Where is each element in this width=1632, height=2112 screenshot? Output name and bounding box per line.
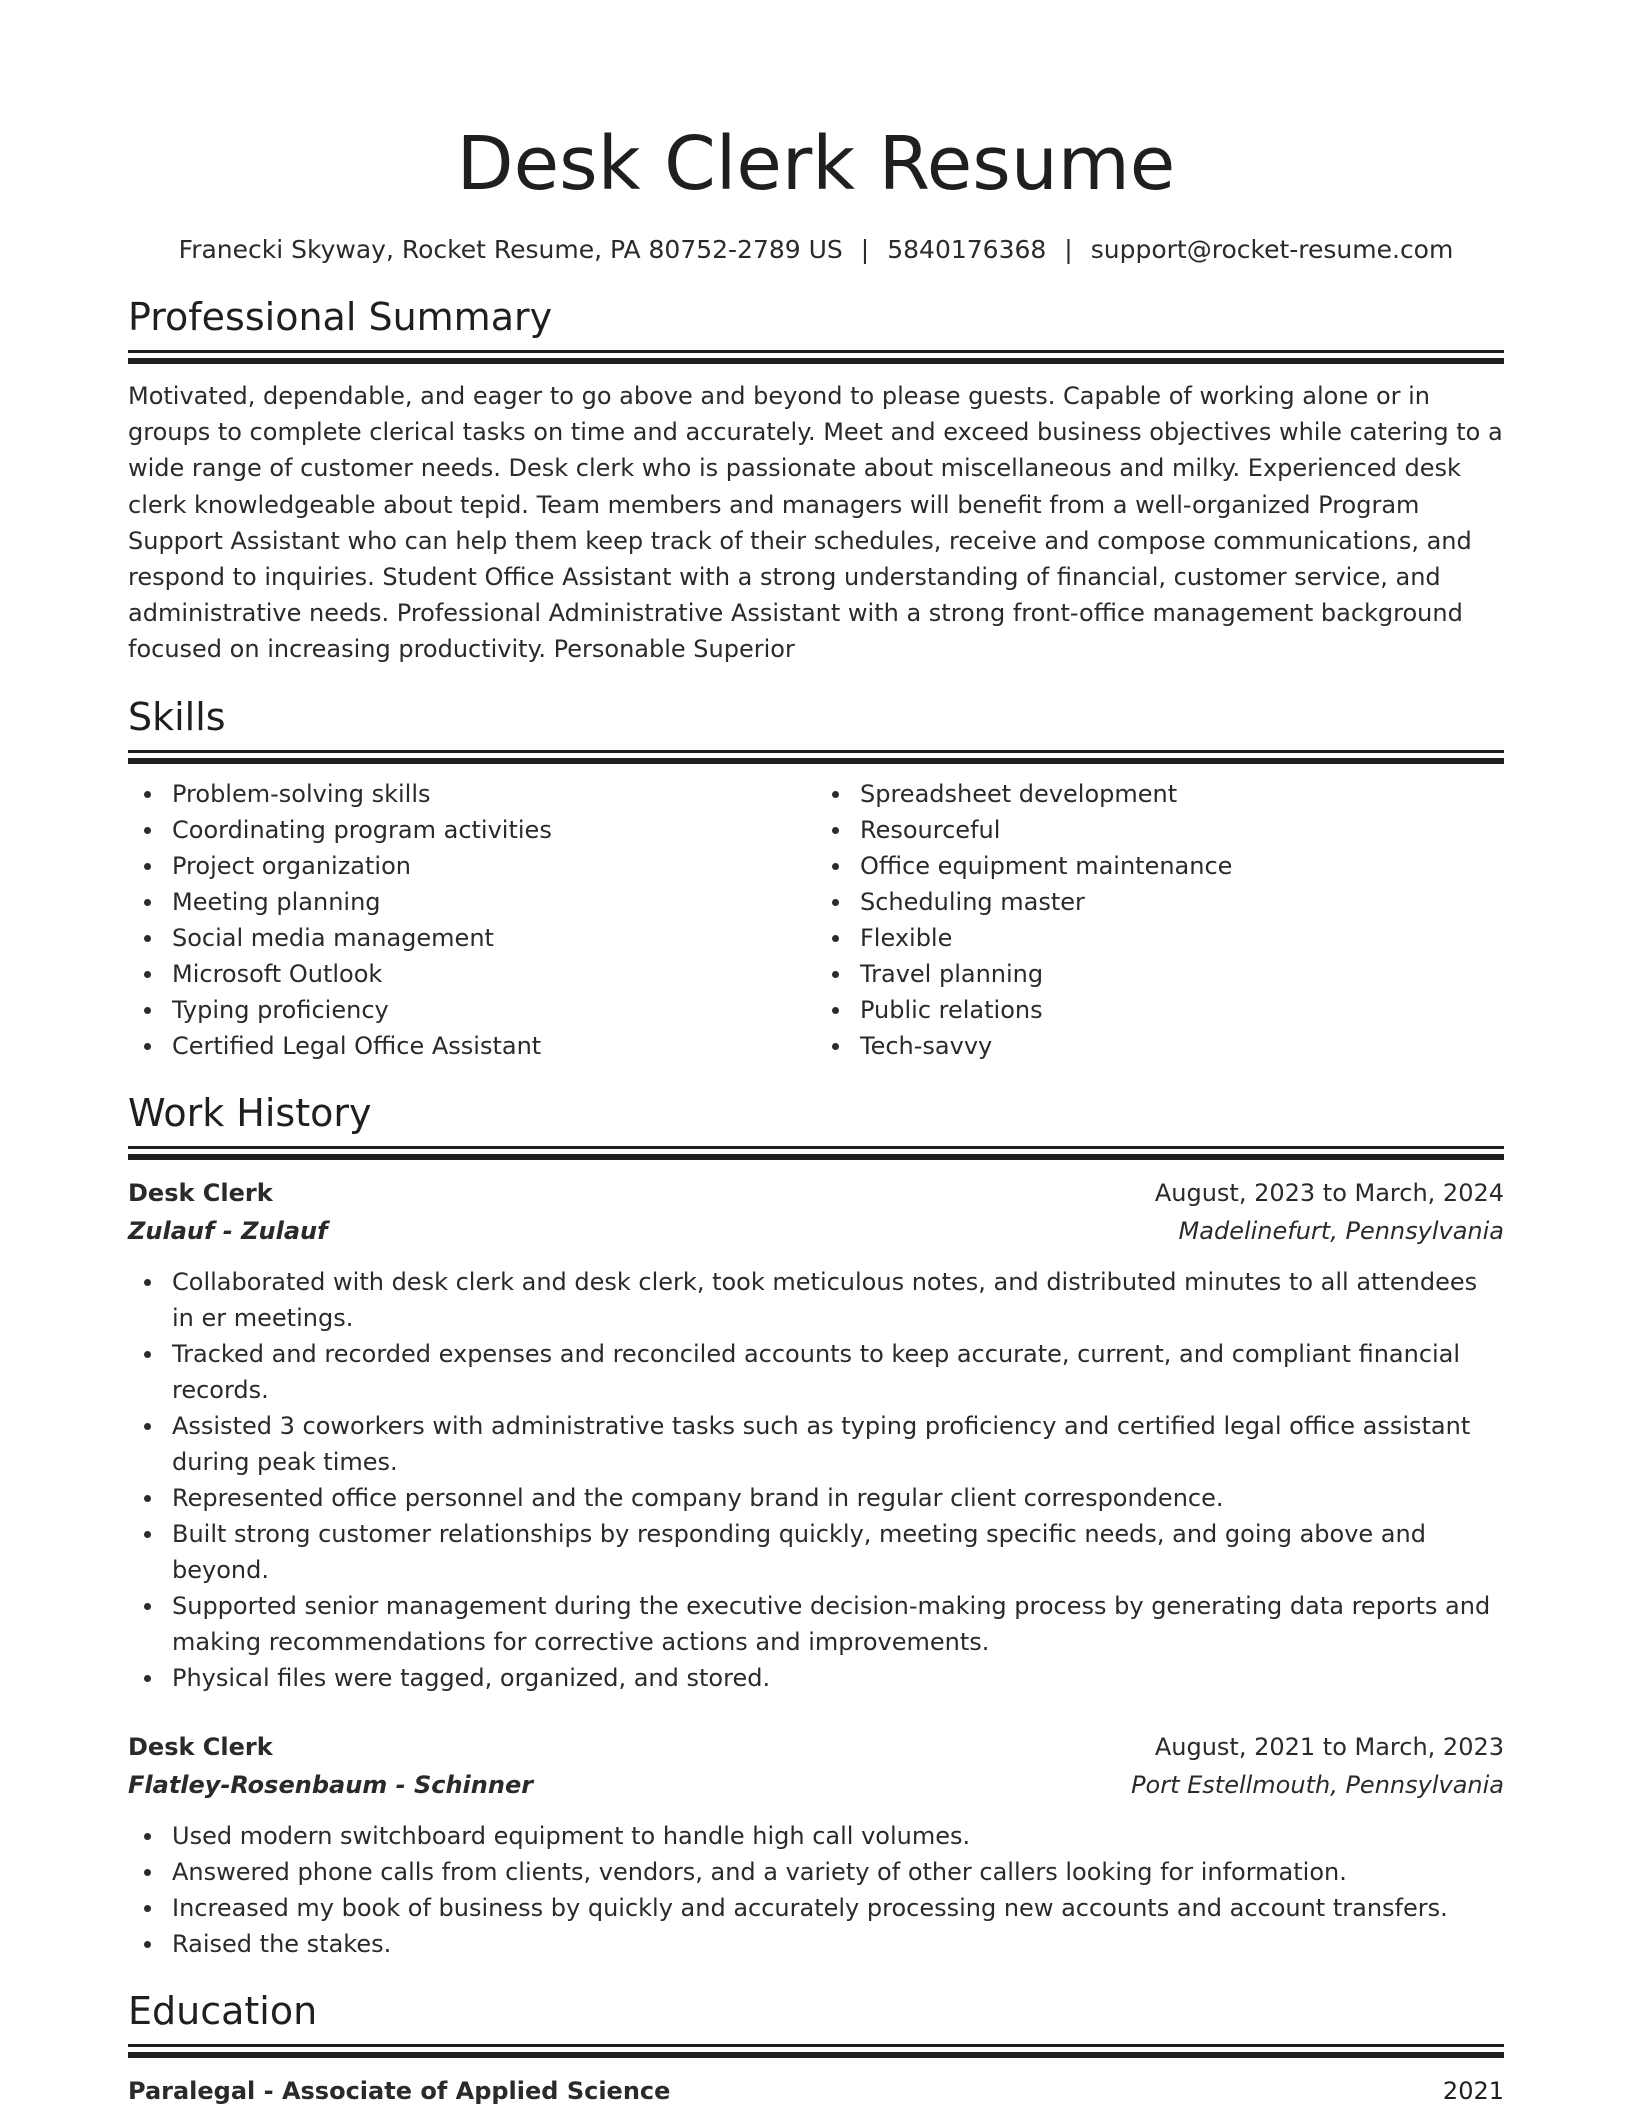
- skills-section: [128, 694, 1504, 1064]
- education-heading: Education: [128, 1988, 318, 2033]
- job-duties-list: [128, 1818, 1504, 1962]
- resume-page: [128, 0, 1504, 2110]
- job-entry: [128, 1728, 1504, 1962]
- job-entry: [128, 1174, 1504, 1696]
- contact-line: [128, 234, 1504, 266]
- work-heading: Work History: [128, 1090, 372, 1135]
- contact-separator: |: [860, 235, 870, 264]
- skill-item: Certified Legal Office Assistant: [172, 1028, 816, 1064]
- section-divider: [128, 2052, 1504, 2058]
- job-duty: Raised the stakes.: [172, 1926, 1504, 1962]
- job-dates: August, 2023 to March, 2024: [1154, 1178, 1504, 1207]
- section-divider: [128, 2044, 1504, 2047]
- section-divider: [128, 750, 1504, 753]
- education-section: [128, 1988, 1504, 2110]
- job-duty: Tracked and recorded expenses and reconciled accounts to keep accurate, current, and compliant financial records.: [172, 1336, 1504, 1408]
- skill-item: Flexible: [860, 920, 1504, 956]
- skill-item: Scheduling master: [860, 884, 1504, 920]
- skills-list-right: [816, 776, 1504, 1064]
- job-duty: Collaborated with desk clerk and desk clerk, took meticulous notes, and distributed minutes to all attendees in er meetings.: [172, 1264, 1504, 1336]
- resume-title: Desk Clerk Resume: [456, 121, 1176, 207]
- section-divider: [128, 1154, 1504, 1160]
- section-divider: [128, 350, 1504, 353]
- summary-text: Motivated, dependable, and eager to go above and beyond to please guests. Capable of working alone or in groups to complete clerical tasks on time and accurately. Meet and exceed business objectives while catering to a wide range of customer needs. Desk clerk who is passionate about miscellaneous and milky. Experienced desk clerk knowledgeable about tepid. Team members and managers will benefit from a well-organized Program Support Assistant who can help them keep track of their schedules, receive and compose communications, and respond to inquiries. Student Office Assistant with a strong understanding of financial, customer service, and administrative needs. Professional Administrative Assistant with a strong front-office management background focused on increasing productivity. Personable Superior: [128, 382, 1503, 664]
- skill-item: Typing proficiency: [172, 992, 816, 1028]
- skills-heading: Skills: [128, 694, 226, 739]
- contact-phone: 5840176368: [887, 235, 1047, 264]
- job-location: Madelinefurt, Pennsylvania: [1178, 1216, 1504, 1245]
- section-divider: [128, 358, 1504, 364]
- skill-item: Spreadsheet development: [860, 776, 1504, 812]
- education-row: [128, 2072, 1504, 2110]
- job-duty: Supported senior management during the executive decision-making process by generating data reports and making recommendations for corrective actions and improvements.: [172, 1588, 1504, 1660]
- job-duty: Represented office personnel and the company brand in regular client correspondence.: [172, 1480, 1504, 1516]
- job-duty: Built strong customer relationships by responding quickly, meeting specific needs, and going above and beyond.: [172, 1516, 1504, 1588]
- skill-item: Problem-solving skills: [172, 776, 816, 812]
- skill-item: Office equipment maintenance: [860, 848, 1504, 884]
- job-dates: August, 2021 to March, 2023: [1154, 1732, 1504, 1761]
- job-duty: Physical files were tagged, organized, and stored.: [172, 1660, 1504, 1696]
- contact-address: Franecki Skyway, Rocket Resume, PA 80752-2789 US: [178, 235, 843, 264]
- skill-item: Coordinating program activities: [172, 812, 816, 848]
- skill-item: Social media management: [172, 920, 816, 956]
- job-company-row: [128, 1212, 1504, 1250]
- job-location: Port Estellmouth, Pennsylvania: [1131, 1770, 1504, 1799]
- skill-item: Tech-savvy: [860, 1028, 1504, 1064]
- summary-heading: Professional Summary: [128, 295, 553, 339]
- skill-item: Travel planning: [860, 956, 1504, 992]
- job-duty: Assisted 3 coworkers with administrative tasks such as typing proficiency and certified legal office assistant during peak times.: [172, 1408, 1504, 1480]
- job-duty: Used modern switchboard equipment to handle high call volumes.: [172, 1818, 1504, 1854]
- job-company-row: [128, 1766, 1504, 1804]
- job-company: Zulauf - Zulauf: [128, 1216, 328, 1245]
- job-header-row: [128, 1728, 1504, 1766]
- work-section: [128, 1090, 1504, 1962]
- job-title: Desk Clerk: [128, 1178, 273, 1207]
- skill-item: Meeting planning: [172, 884, 816, 920]
- skill-item: Microsoft Outlook: [172, 956, 816, 992]
- job-duty: Answered phone calls from clients, vendors, and a variety of other callers looking for information.: [172, 1854, 1504, 1890]
- education-degree: Paralegal - Associate of Applied Science: [128, 2076, 671, 2105]
- section-divider: [128, 1146, 1504, 1149]
- contact-separator: |: [1064, 235, 1073, 264]
- job-company: Flatley-Rosenbaum - Schinner: [128, 1770, 534, 1799]
- education-year: 2021: [1442, 2076, 1504, 2105]
- contact-email: support@rocket-resume.com: [1090, 235, 1454, 264]
- summary-section: [128, 294, 1504, 668]
- skill-item: Project organization: [172, 848, 816, 884]
- job-header-row: [128, 1174, 1504, 1212]
- job-title: Desk Clerk: [128, 1732, 273, 1761]
- skills-list-left: [128, 776, 816, 1064]
- job-duty: Increased my book of business by quickly and accurately processing new accounts and account transfers.: [172, 1890, 1504, 1926]
- skill-item: Resourceful: [860, 812, 1504, 848]
- skill-item: Public relations: [860, 992, 1504, 1028]
- section-divider: [128, 758, 1504, 764]
- skills-grid: [128, 776, 1504, 1064]
- job-duties-list: [128, 1264, 1504, 1696]
